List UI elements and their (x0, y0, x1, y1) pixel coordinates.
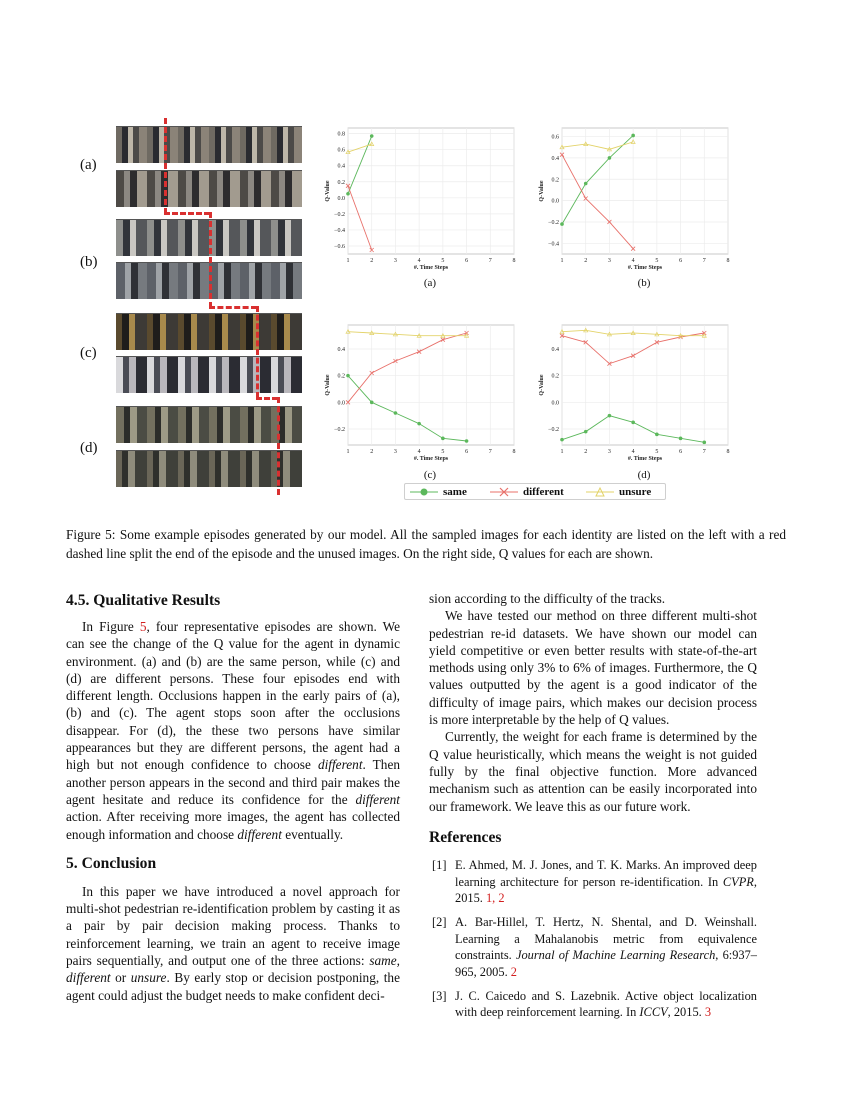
text-span: action. After receiving more images, the agent has collected enough information and choose (66, 809, 400, 842)
reference-list (429, 857, 757, 1021)
data-point-same (370, 134, 374, 138)
section-heading-qualitative: 4.5. Qualitative Results (66, 592, 221, 609)
chart-sublabel-c: (c) (423, 469, 437, 481)
emphasis: different (355, 791, 400, 807)
data-point-same (441, 437, 445, 441)
data-point-same (608, 414, 612, 418)
results-paragraph: We have tested our method on three different multi-shot pedestrian re-id datasets. We have shown our model can yield competitive or even better results with state-of-the-art methods using only 3% to 6% of images. Furthermore, the Q values outputted by the agent is a good indicator of the difficulty of image pairs, which makes our decision process is more interpretable by the help of Q values. (429, 608, 757, 728)
text-span: J. C. Caicedo and S. Lazebnik. Active object localization with deep reinforcement learning. In (455, 988, 757, 1020)
y-tick-label: 0.4 (551, 347, 559, 353)
qualitative-paragraph (66, 618, 400, 843)
data-point-same (584, 182, 588, 186)
series-line-different (348, 186, 372, 250)
future-work-paragraph: Currently, the weight for each frame is determined by the Q value heuristically, which means the weight is not guided fully by the final objective function. More advanced mechanism such as attention can be easily incorporated into our framework. We leave this as our future work. (429, 729, 757, 814)
x-tick-label: 8 (512, 449, 516, 455)
reference-item (429, 914, 757, 981)
x-tick-label: 7 (702, 258, 706, 264)
emphasis: different (237, 826, 282, 842)
text-span: . By early stop or decision postponing, the agent could adjust the budget needs to make confident deci- (66, 970, 400, 1003)
data-point-same (346, 192, 350, 196)
q-value-chart-a (322, 126, 522, 276)
data-point-same (702, 441, 706, 445)
legend-marker-different (489, 485, 519, 499)
x-tick-label: 1 (346, 258, 350, 264)
text-span: In Figure (82, 619, 140, 634)
image-strip-a-top (116, 126, 302, 163)
text-span: In this paper we have introduced a novel approach for multi-shot pedestrian re-identification problem by casting it as a pair by pair decision making process. Thanks to reinforcement learning, we train an agent to receive image pairs sequentially, and output one of the three actions: (66, 883, 400, 969)
y-tick-label: −0.2 (334, 211, 345, 218)
text-span: or (110, 970, 131, 986)
x-tick-label: 7 (488, 449, 492, 455)
series-line-different (562, 155, 633, 249)
section-heading-conclusion: 5. Conclusion (66, 854, 157, 872)
legend-marker-same (409, 485, 439, 499)
x-tick-label: 4 (417, 449, 421, 455)
data-point-same (655, 433, 659, 437)
text-span: , four representative episodes are shown. We can see the change of the Q value for the agent in dynamic environment. (a) and (b) are the same person, while (c) and (d) are different persons. These four episodes end with different length. Occlusions happen in the early pairs of (a), (b) and (c). The agent stops soon after the occlusions disappear. For (d), the these two persons have similar appearances but they are different persons, the agent had a high but not enough confidence to choose (66, 619, 400, 773)
plot-frame (562, 128, 728, 254)
episode-split-line-c (256, 306, 259, 398)
text-span: , 2015. (455, 874, 757, 906)
y-axis-label: Q-Value (325, 180, 331, 202)
row-label-a: (a) (80, 157, 97, 173)
x-tick-label: 6 (679, 258, 683, 264)
row-label-b: (b) (80, 254, 98, 270)
data-point-same (465, 439, 469, 443)
chart-sublabel-b: (b) (637, 277, 651, 289)
x-tick-label: 7 (488, 258, 492, 264)
x-tick-label: 2 (584, 449, 588, 455)
y-tick-label: 0.8 (337, 131, 345, 138)
x-tick-label: 6 (465, 258, 469, 264)
data-point-same (560, 222, 564, 226)
x-tick-label: 2 (370, 449, 374, 455)
chart-sublabel-d: (d) (637, 469, 651, 481)
y-tick-label: −0.4 (334, 227, 345, 234)
emphasis: CVPR (722, 874, 754, 889)
row-label-c: (c) (80, 345, 97, 361)
image-strip-c-top (116, 313, 302, 350)
x-tick-label: 4 (631, 449, 635, 455)
data-point-same (631, 134, 635, 138)
reference-number: [2] (432, 914, 447, 929)
image-strip-c-bottom (116, 356, 302, 393)
episode-split-line-d (277, 397, 280, 495)
figure-caption: Figure 5: Some example episodes generated by our model. All the sampled images for each identity are listed on the left with a red dashed line split the end of the episode and the unused images. On the right side, Q values for each are shown. (66, 527, 786, 561)
x-tick-label: 1 (560, 449, 564, 455)
y-tick-label: 0.4 (337, 347, 345, 353)
text-span: eventually. (281, 826, 344, 842)
figure-5-link[interactable]: 5 (139, 619, 147, 634)
data-point-same (394, 411, 398, 415)
text-span: . Then another person appears in the second and third pair makes the agent hesitate and reduce its confidence for the (66, 757, 401, 807)
backref-link[interactable]: 3 (704, 1005, 712, 1020)
x-axis-label: #. Time Steps (413, 265, 449, 271)
data-point-same (631, 421, 635, 425)
data-point-same (560, 438, 564, 442)
chart-legend (404, 483, 666, 500)
row-label-d: (d) (80, 440, 98, 456)
x-axis-label: #. Time Steps (627, 265, 663, 271)
data-point-same (417, 422, 421, 426)
x-tick-label: 2 (370, 258, 374, 264)
plot-frame (348, 128, 514, 254)
y-tick-label: 0.0 (337, 195, 345, 202)
y-axis-label: Q-Value (539, 180, 545, 202)
continued-paragraph: sion according to the difficulty of the tracks. (429, 591, 666, 606)
y-tick-label: −0.2 (334, 427, 345, 433)
y-tick-label: 0.0 (551, 198, 559, 205)
series-line-unsure (348, 144, 372, 152)
backref-link[interactable]: 1, 2 (485, 891, 505, 906)
episode-split-line-a (164, 118, 167, 214)
x-tick-label: 5 (655, 258, 659, 264)
series-line-different (348, 333, 467, 402)
emphasis: same, different (66, 953, 400, 986)
text-span: A. Bar-Hillel, T. Hertz, N. Shental, and D. Weinshall. Learning a Mahalanobis metric from equivalence constraints. (455, 914, 757, 963)
series-line-unsure (348, 332, 467, 336)
q-value-chart-d (536, 323, 736, 467)
q-value-chart-c (322, 323, 522, 467)
series-line-unsure (562, 142, 633, 149)
y-tick-label: 0.2 (337, 373, 345, 380)
emphasis: unsure (130, 970, 167, 986)
x-tick-label: 3 (607, 258, 611, 264)
data-point-same (608, 156, 612, 160)
text-span: E. Ahmed, M. J. Jones, and T. K. Marks. An improved deep learning architecture for person re-identification. In (455, 857, 757, 889)
x-tick-label: 1 (560, 258, 564, 264)
legend-label-unsure: unsure (619, 486, 652, 498)
y-tick-label: 0.0 (337, 400, 345, 407)
backref-link[interactable]: 2 (510, 965, 517, 980)
x-tick-label: 5 (441, 258, 445, 264)
x-tick-label: 5 (441, 449, 445, 455)
episode-split-line-ab (164, 212, 210, 215)
reference-item (429, 988, 757, 1021)
image-strip-a-bottom (116, 170, 302, 207)
data-point-same (370, 401, 374, 405)
references-heading: References (429, 828, 502, 846)
x-tick-label: 6 (679, 449, 683, 455)
x-tick-label: 1 (346, 449, 350, 455)
conclusion-paragraph (66, 883, 400, 1004)
legend-marker-unsure (585, 485, 615, 499)
right-column (429, 590, 757, 1028)
series-line-same (348, 136, 372, 194)
chart-sublabel-a: (a) (423, 277, 437, 289)
y-tick-label: 0.4 (337, 163, 345, 170)
x-tick-label: 8 (512, 258, 516, 264)
image-strip-d-top (116, 406, 302, 443)
x-tick-label: 3 (393, 258, 397, 264)
left-column (66, 591, 400, 1004)
x-tick-label: 8 (726, 258, 730, 264)
reference-number: [1] (432, 857, 447, 872)
x-tick-label: 3 (393, 449, 397, 455)
reference-item (429, 857, 757, 907)
y-tick-label: 0.6 (551, 134, 559, 141)
episode-split-line-cd (256, 397, 278, 400)
emphasis: ICCV (639, 1005, 668, 1020)
y-tick-label: 0.6 (337, 147, 345, 154)
image-strip-d-bottom (116, 450, 302, 487)
emphasis: Journal of Machine Learning Research (515, 948, 716, 963)
text-span: , 2015. (667, 1005, 705, 1020)
y-tick-label: −0.6 (334, 243, 345, 250)
reference-number: [3] (432, 988, 447, 1003)
episode-split-line-bc (209, 306, 257, 309)
data-point-same (346, 374, 350, 378)
x-axis-label: #. Time Steps (413, 456, 449, 462)
y-tick-label: 0.2 (551, 373, 559, 380)
x-tick-label: 8 (726, 449, 730, 455)
x-tick-label: 7 (702, 449, 706, 455)
y-tick-label: −0.4 (548, 241, 559, 248)
legend-label-same: same (443, 486, 467, 498)
y-tick-label: 0.0 (551, 400, 559, 407)
x-tick-label: 6 (465, 449, 469, 455)
episode-split-line-b (209, 212, 212, 308)
x-tick-label: 2 (584, 258, 588, 264)
y-tick-label: 0.2 (551, 177, 559, 184)
y-axis-label: Q-Value (325, 374, 331, 396)
text-span: , 6:937–965, 2005. (455, 948, 757, 980)
q-value-chart-b (536, 126, 736, 276)
x-tick-label: 5 (655, 449, 659, 455)
y-tick-label: 0.4 (551, 155, 559, 162)
y-axis-label: Q-Value (539, 374, 545, 396)
y-tick-label: 0.2 (337, 179, 345, 186)
series-line-same (348, 376, 467, 441)
y-tick-label: −0.2 (548, 427, 559, 433)
data-point-same (584, 430, 588, 434)
emphasis: different (317, 757, 363, 773)
x-tick-label: 3 (607, 449, 611, 455)
y-tick-label: −0.2 (548, 219, 559, 226)
data-point-same (679, 437, 683, 441)
x-tick-label: 4 (631, 258, 635, 264)
x-axis-label: #. Time Steps (627, 456, 663, 462)
plot-frame (348, 325, 514, 445)
legend-label-different: different (523, 486, 564, 498)
x-tick-label: 4 (417, 258, 421, 264)
